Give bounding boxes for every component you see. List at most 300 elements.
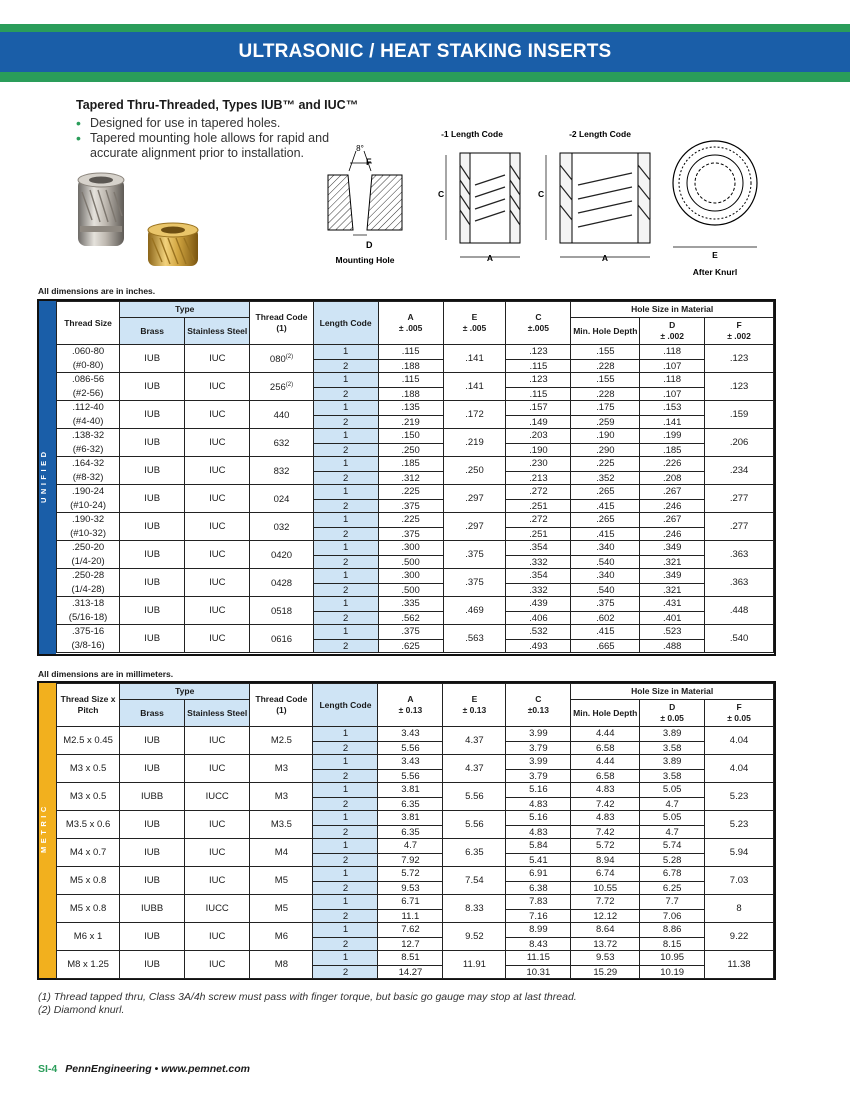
cell-d: .349 .321 [640,569,705,597]
length-code-1-label: -1 Length Code [441,129,503,139]
cell-a: 3.43 5.56 [378,755,443,783]
cell-length-code: 1 2 [313,811,378,839]
cell-depth: 5.72 8.94 [571,839,640,867]
cell-thread-code: M2.5 [250,727,313,755]
cell-length-code: 1 2 [313,429,378,457]
cell-thread-code: 0616 [250,625,313,653]
cell-length-code: 1 2 [313,895,378,923]
cell-length-code: 1 2 [313,513,378,541]
cell-d: 5.05 4.7 [640,783,705,811]
cell-brass: IUB [120,951,185,979]
cell-a: .335 .562 [378,597,443,625]
cell-brass: IUB [120,457,185,485]
cell-length-code: 1 2 [313,569,378,597]
cell-e: 5.56 [443,811,506,839]
cell-c: .157 .149 [506,401,571,429]
metric-dimensions-table [56,683,774,979]
cell-c: .439 .406 [506,597,571,625]
table-row [57,783,774,811]
cell-length-code: 1 2 [313,485,378,513]
cell-thread-code: 256$^{(2)}$ [250,373,313,401]
cell-thread-size: M3.5 x 0.6 [57,811,120,839]
cell-stainless: IUC [185,485,250,513]
cell-stainless: IUC [185,839,250,867]
cell-d: 7.7 7.06 [640,895,705,923]
cell-e: 7.54 [443,867,506,895]
header-e: E ± .005 [443,302,506,345]
cell-thread-code: M5 [250,895,313,923]
cell-stainless: IUC [185,401,250,429]
cell-d: 5.74 5.28 [640,839,705,867]
cell-thread-size: .190-32 (#10-32) [57,513,120,541]
cell-depth: 4.44 6.58 [571,755,640,783]
footnote-2: (2) Diamond knurl. [38,1004,125,1016]
table-row [57,597,774,625]
table-row [57,429,774,457]
cell-thread-code: M4 [250,839,313,867]
cell-c: .354 .332 [506,541,571,569]
cell-a: 7.62 12.7 [378,923,443,951]
after-knurl-caption: After Knurl [692,267,738,277]
cell-f: .159 [705,401,774,429]
header-type: Type [120,684,250,700]
cell-c: .354 .332 [506,569,571,597]
cell-f: 7.03 [705,867,774,895]
cell-brass: IUB [120,811,185,839]
header-c: C ±.005 [506,302,571,345]
cell-thread-size: .250-20 (1/4-20) [57,541,120,569]
cell-depth: .265 .415 [571,513,640,541]
cell-e: .375 [443,541,506,569]
cell-f: .123 [705,373,774,401]
cell-stainless: IUC [185,625,250,653]
cell-stainless: IUC [185,867,250,895]
table-row [57,839,774,867]
header-brass: Brass [120,700,185,727]
cell-a: 6.71 11.1 [378,895,443,923]
cell-thread-size: M5 x 0.8 [57,895,120,923]
cell-thread-code: 832 [250,457,313,485]
table-row [57,755,774,783]
cell-thread-code: 024 [250,485,313,513]
table-row [57,727,774,755]
cell-thread-code: M3 [250,783,313,811]
cell-thread-code: 080$^{(2)}$ [250,345,313,373]
cell-d: .226 .208 [640,457,705,485]
cell-thread-size: .060-80 (#0-80) [57,345,120,373]
mounting-hole-caption: Mounting Hole [335,255,395,265]
cell-thread-code: M6 [250,923,313,951]
header-d: D ± .002 [640,318,705,345]
length-code-1-diagram [438,129,520,263]
cell-brass: IUB [120,755,185,783]
cell-f: .363 [705,541,774,569]
cell-thread-code: 632 [250,429,313,457]
cell-e: .375 [443,569,506,597]
cell-a: .150 .250 [378,429,443,457]
cell-length-code: 1 2 [313,727,378,755]
unified-table-container [37,299,776,656]
cell-brass: IUB [120,485,185,513]
mounting-hole-diagram [328,144,402,265]
table-row [57,485,774,513]
header-green-band-bottom [0,72,850,82]
cell-a: 5.72 9.53 [378,867,443,895]
unified-units-note: All dimensions are in inches. [38,286,156,296]
cell-f: .448 [705,597,774,625]
cell-e: .563 [443,625,506,653]
cell-stainless: IUC [185,345,250,373]
cell-stainless: IUC [185,373,250,401]
cell-length-code: 1 2 [313,541,378,569]
cell-depth: .155 .228 [571,373,640,401]
cell-d: .349 .321 [640,541,705,569]
cell-length-code: 1 2 [313,867,378,895]
cell-a: 8.51 14.27 [378,951,443,979]
cell-brass: IUB [120,429,185,457]
cell-stainless: IUC [185,597,250,625]
cell-length-code: 1 2 [313,923,378,951]
cell-c: 7.83 7.16 [506,895,571,923]
metric-table-container [37,681,776,980]
cell-stainless: IUC [185,513,250,541]
table-row [57,373,774,401]
cell-a: .185 .312 [378,457,443,485]
cell-thread-code: M3 [250,755,313,783]
table-row [57,513,774,541]
cell-c: .230 .213 [506,457,571,485]
cell-c: 8.99 8.43 [506,923,571,951]
metric-side-label: METRIC [39,803,48,853]
insert-photos [70,170,210,280]
cell-thread-size: .164-32 (#8-32) [57,457,120,485]
cell-depth: 9.53 15.29 [571,951,640,979]
header-thread-size: Thread Size [57,302,120,345]
page-title: ULTRASONIC / HEAT STAKING INSERTS [238,41,612,62]
cell-stainless: IUC [185,951,250,979]
cell-brass: IUB [120,625,185,653]
cell-e: 4.37 [443,727,506,755]
stainless-insert-photo [78,173,124,246]
cell-stainless: IUC [185,569,250,597]
cell-length-code: 1 2 [313,951,378,979]
cell-brass: IUB [120,867,185,895]
metric-sidebar [39,683,56,978]
cell-e: .469 [443,597,506,625]
cell-thread-size: M3 x 0.5 [57,755,120,783]
cell-depth: 4.44 6.58 [571,727,640,755]
cell-d: .153 .141 [640,401,705,429]
cell-a: .375 .625 [378,625,443,653]
cell-thread-code: M5 [250,867,313,895]
cell-thread-code: 0428 [250,569,313,597]
diagram-label-a: A [486,253,494,263]
cell-stainless: IUC [185,541,250,569]
cell-e: 6.35 [443,839,506,867]
cell-brass: IUB [120,597,185,625]
cell-a: .115 .188 [378,373,443,401]
cell-thread-code: 0420 [250,541,313,569]
cell-e: .297 [443,513,506,541]
cell-brass: IUB [120,401,185,429]
cell-thread-size: .086-56 (#2-56) [57,373,120,401]
intro-heading: Tapered Thru-Threaded, Types IUB™ and IUC™ [76,98,359,112]
cell-e: .172 [443,401,506,429]
page-footer [38,1063,250,1075]
cell-f: .123 [705,345,774,373]
cell-length-code: 1 2 [313,783,378,811]
cell-a: .225 .375 [378,485,443,513]
header-length-code: Length Code [313,684,378,727]
cell-c: .123 .115 [506,345,571,373]
cell-f: .277 [705,513,774,541]
cell-brass: IUB [120,373,185,401]
cell-f: 8 [705,895,774,923]
cell-brass: IUB [120,345,185,373]
cell-thread-size: .190-24 (#10-24) [57,485,120,513]
cell-thread-size: .112-40 (#4-40) [57,401,120,429]
table-row [57,867,774,895]
header-a: A ± 0.13 [378,684,443,727]
header-brass: Brass [120,318,185,345]
cell-f: .234 [705,457,774,485]
cell-f: 5.23 [705,783,774,811]
cell-thread-size: .375-16 (3/8-16) [57,625,120,653]
table-row [57,811,774,839]
cell-c: 5.16 4.83 [506,811,571,839]
cell-depth: 7.72 12.12 [571,895,640,923]
header-a: A ± .005 [378,302,443,345]
header-thread-code: Thread Code (1) [250,302,313,345]
diagram-label-e: E [712,250,718,260]
table-row [57,625,774,653]
cell-depth: 8.64 13.72 [571,923,640,951]
cell-depth: .190 .290 [571,429,640,457]
cell-thread-size: .250-28 (1/4-28) [57,569,120,597]
header-e: E ± 0.13 [443,684,506,727]
cell-a: .300 .500 [378,569,443,597]
cell-thread-size: M2.5 x 0.45 [57,727,120,755]
cell-c: .272 .251 [506,513,571,541]
cell-a: 4.7 7.92 [378,839,443,867]
cell-c: .123 .115 [506,373,571,401]
cell-c: 5.84 5.41 [506,839,571,867]
cell-depth: .340 .540 [571,569,640,597]
table-row [57,895,774,923]
intro-bullet: • Designed for use in tapered holes. [76,116,376,131]
unified-sidebar [39,301,56,654]
cell-thread-size: .138-32 (#6-32) [57,429,120,457]
cell-depth: .155 .228 [571,345,640,373]
cell-d: 6.78 6.25 [640,867,705,895]
header-min-depth: Min. Hole Depth [571,318,640,345]
cell-brass: IUBB [120,783,185,811]
cell-c: 3.99 3.79 [506,727,571,755]
diagram-label-c: C [438,189,445,199]
intro-bullet: • Tapered mounting hole allows for rapid and accurate alignment prior to installation. [76,131,376,161]
cell-depth: .340 .540 [571,541,640,569]
cell-brass: IUB [120,839,185,867]
cell-stainless: IUC [185,755,250,783]
table-row [57,401,774,429]
cell-c: .532 .493 [506,625,571,653]
header-d: D ± 0.05 [640,700,705,727]
cell-f: 11.38 [705,951,774,979]
cell-e: 11.91 [443,951,506,979]
angle-label: 8° [356,144,364,153]
cell-length-code: 1 2 [313,597,378,625]
diagram-label-f: F [366,157,372,167]
cell-e: .250 [443,457,506,485]
cell-f: .540 [705,625,774,653]
cell-d: 5.05 4.7 [640,811,705,839]
cell-f: 4.04 [705,755,774,783]
cell-a: .115 .188 [378,345,443,373]
header-thread-size: Thread Size x Pitch [57,684,120,727]
header-f: F ± 0.05 [705,700,774,727]
cell-d: .118 .107 [640,373,705,401]
header-type: Type [120,302,250,318]
cell-c: 11.15 10.31 [506,951,571,979]
cell-f: 4.04 [705,727,774,755]
metric-units-note: All dimensions are in millimeters. [38,669,174,679]
cell-thread-size: M8 x 1.25 [57,951,120,979]
diagram-label-c-2: C [538,189,545,199]
cell-d: 10.95 10.19 [640,951,705,979]
cell-length-code: 1 2 [313,345,378,373]
header-hole-size: Hole Size in Material [571,302,774,318]
cell-f: 9.22 [705,923,774,951]
cell-depth: .175 .259 [571,401,640,429]
cell-thread-code: 440 [250,401,313,429]
diagram-label-d: D [366,240,373,250]
table-row [57,923,774,951]
header-f: F ± .002 [705,318,774,345]
table-row [57,345,774,373]
cell-stainless: IUC [185,727,250,755]
cell-e: 9.52 [443,923,506,951]
cell-c: 5.16 4.83 [506,783,571,811]
cell-stainless: IUC [185,429,250,457]
length-code-2-label: -2 Length Code [569,129,631,139]
cell-a: .300 .500 [378,541,443,569]
cell-brass: IUB [120,923,185,951]
cell-a: 3.81 6.35 [378,811,443,839]
header-stainless: Stainless Steel [185,318,250,345]
header-thread-code: Thread Code (1) [250,684,313,727]
cell-depth: 4.83 7.42 [571,783,640,811]
cell-thread-size: M4 x 0.7 [57,839,120,867]
cell-thread-code: M8 [250,951,313,979]
page-header [0,24,850,82]
cell-d: .431 .401 [640,597,705,625]
cell-brass: IUB [120,513,185,541]
cell-stainless: IUCC [185,783,250,811]
cell-f: 5.94 [705,839,774,867]
cell-brass: IUB [120,727,185,755]
cell-stainless: IUC [185,923,250,951]
cell-length-code: 1 2 [313,401,378,429]
length-code-2-diagram [538,129,650,263]
cell-brass: IUBB [120,895,185,923]
cell-thread-size: M3 x 0.5 [57,783,120,811]
cell-a: .135 .219 [378,401,443,429]
cell-f: 5.23 [705,811,774,839]
cell-f: .206 [705,429,774,457]
cell-d: .199 .185 [640,429,705,457]
table-row [57,951,774,979]
header-min-depth: Min. Hole Depth [571,700,640,727]
cell-depth: 6.74 10.55 [571,867,640,895]
cell-thread-code: 0518 [250,597,313,625]
cell-brass: IUB [120,569,185,597]
cell-length-code: 1 2 [313,755,378,783]
cell-d: .267 .246 [640,485,705,513]
cell-f: .363 [705,569,774,597]
cell-a: 3.81 6.35 [378,783,443,811]
cell-d: 3.89 3.58 [640,727,705,755]
technical-diagrams [320,125,780,285]
cell-length-code: 1 2 [313,373,378,401]
table-row [57,569,774,597]
cell-a: .225 .375 [378,513,443,541]
cell-depth: .415 .665 [571,625,640,653]
table-row [57,541,774,569]
cell-a: 3.43 5.56 [378,727,443,755]
cell-d: .267 .246 [640,513,705,541]
cell-stainless: IUCC [185,895,250,923]
footer-text: PennEngineering • www.pemnet.com [65,1063,250,1075]
cell-d: 8.86 8.15 [640,923,705,951]
cell-thread-code: 032 [250,513,313,541]
header-c: C ±0.13 [506,684,571,727]
cell-c: .272 .251 [506,485,571,513]
cell-e: .297 [443,485,506,513]
cell-e: .141 [443,373,506,401]
cell-length-code: 1 2 [313,625,378,653]
unified-dimensions-table [56,301,774,653]
cell-length-code: 1 2 [313,839,378,867]
cell-depth: 4.83 7.42 [571,811,640,839]
cell-stainless: IUC [185,457,250,485]
cell-brass: IUB [120,541,185,569]
cell-e: 5.56 [443,783,506,811]
header-green-band-top [0,24,850,32]
cell-stainless: IUC [185,811,250,839]
cell-thread-code: M3.5 [250,811,313,839]
after-knurl-diagram [673,141,757,277]
cell-e: .141 [443,345,506,373]
header-length-code: Length Code [313,302,378,345]
cell-e: 4.37 [443,755,506,783]
footnote-1: (1) Thread tapped thru, Class 3A/4h screw must pass with finger torque, but basic go gauge may stop at last thread. [38,991,577,1003]
cell-c: .203 .190 [506,429,571,457]
footnotes [38,991,577,1017]
page-number: SI-4 [38,1063,58,1075]
cell-length-code: 1 2 [313,457,378,485]
cell-c: 6.91 6.38 [506,867,571,895]
header-stainless: Stainless Steel [185,700,250,727]
cell-thread-size: M5 x 0.8 [57,867,120,895]
brass-insert-photo [148,223,198,266]
cell-d: .118 .107 [640,345,705,373]
table-row [57,457,774,485]
diagram-label-a-2: A [601,253,609,263]
header-hole-size: Hole Size in Material [571,684,774,700]
cell-depth: .225 .352 [571,457,640,485]
cell-c: 3.99 3.79 [506,755,571,783]
cell-depth: .265 .415 [571,485,640,513]
